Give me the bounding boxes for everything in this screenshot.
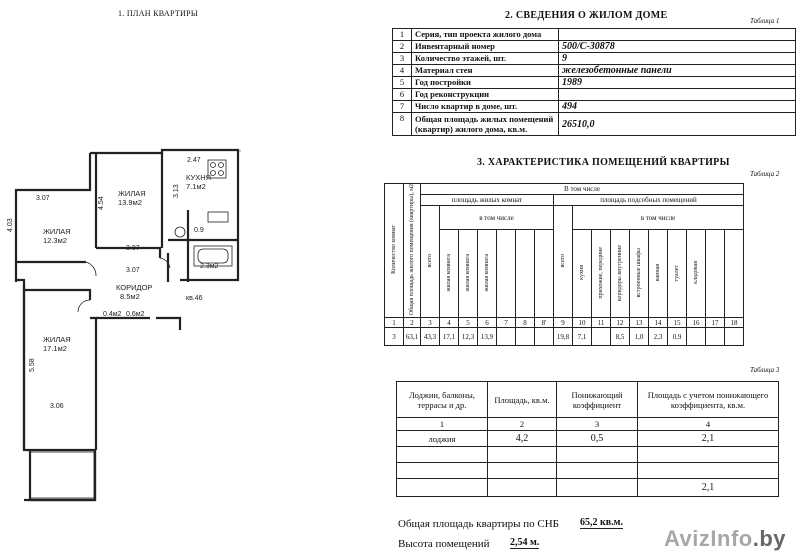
room-name: ЖИЛАЯ [118, 189, 146, 198]
plan-title: 1. ПЛАН КВАРТИРЫ [118, 9, 199, 18]
room-area: 7.1м2 [186, 182, 206, 191]
total-area-label: Общая площадь квартиры по СНБ [398, 518, 559, 530]
dim-label: 2.47 [187, 157, 201, 164]
rooms-table: Количество комнат Общая площадь жилого помещения (квартиры), м2 В том числе площадь жилых комнат площадь подсобных помещений всего в том числе всего в том числе жилая комната жилая комната жилая комната кухня прихожие, передние коридоры внутренние встроенные шкафы ванная туалет кладовая 1 2 3 4 5 6 7 8 8' 9 10 11 12 13 14 15 16 17 18 3 63,1 43,3 17,1 12,3 13,9 19,8 7,1 8,5 1,0 2,3 0,9 [384, 183, 744, 346]
loggia-table: Лоджии, балконы, террасы и др. Площадь, кв.м. Понижающий коэффициент Площадь с учетом понижающего коэффициента, кв.м. 1 2 3 4 лоджия 4,2 0,5 2,1 2,1 [396, 381, 779, 497]
area-label: 0.6м2 [126, 311, 145, 318]
dim-label: 3.13 [173, 184, 180, 198]
table-row: 7 Число квартир в доме, шт. 494 [393, 101, 796, 113]
dim-label: 4.03 [7, 218, 14, 232]
room-area: 13.9м2 [118, 198, 142, 207]
floor-plan [0, 0, 380, 556]
table2-label: Таблица 2 [750, 170, 780, 178]
table-row: 4 Материал стен железобетонные панели [393, 65, 796, 77]
table-row: 5 Год постройки 1989 [393, 77, 796, 89]
dim-label: 5.58 [29, 358, 36, 372]
area-label: 0.9 [194, 227, 204, 234]
dim-label: 3.06 [50, 403, 64, 410]
table1-label: Таблица 1 [750, 17, 780, 25]
house-info-table [392, 28, 796, 136]
section3-title: 3. ХАРАКТЕРИСТИКА ПОМЕЩЕНИЙ КВАРТИРЫ [477, 157, 730, 168]
table-row: 3 Количество этажей, шт. 9 [393, 53, 796, 65]
room-area: 8.5м2 [120, 292, 140, 301]
room-name: КОРИДОР [116, 283, 153, 292]
table-row: 6 Год реконструкции [393, 89, 796, 101]
table3-label: Таблица 3 [750, 366, 780, 374]
table-row: 1 Серия, тип проекта жилого дома [393, 29, 796, 41]
table-row: 2 Инвентарный номер 500/С-30878 [393, 41, 796, 53]
table-row: лоджия 4,2 0,5 2,1 [397, 431, 779, 447]
apartment-number: кв.46 [186, 295, 203, 302]
column-numbers-row: 1 2 3 4 5 6 7 8 8' 9 10 11 12 13 14 15 16 17 18 [385, 318, 744, 328]
total-area-value: 65,2 кв.м. [580, 517, 623, 528]
area-label: 2.3м2 [200, 263, 219, 270]
room-area: 12.3м2 [43, 236, 67, 245]
table-row: 8 Общая площадь жилых помещений (квартир) жилого дома, кв.м. 26510,0 [393, 113, 796, 136]
watermark: AvizInfo.by [663, 526, 786, 551]
table-row: 3 63,1 43,3 17,1 12,3 13,9 19,8 7,1 8,5 1,0 2,3 0,9 [385, 328, 744, 346]
dim-label: 4.54 [98, 196, 105, 210]
room-name: ЖИЛАЯ [43, 227, 71, 236]
height-value: 2,54 м. [510, 537, 540, 548]
room-name: КУХНЯ [186, 173, 212, 182]
area-label: 0.4м2 [103, 311, 122, 318]
total-value: 2,1 [638, 479, 779, 497]
section2-title: 2. СВЕДЕНИЯ О ЖИЛОМ ДОМЕ [505, 10, 668, 21]
room-area: 17.1м2 [43, 344, 67, 353]
dim-label: 3.07 [36, 195, 50, 202]
room-name: ЖИЛАЯ [43, 335, 71, 344]
height-label: Высота помещений [398, 538, 490, 550]
dim-label: 3.07 [126, 267, 140, 274]
dim-label: 3.07 [126, 245, 140, 252]
